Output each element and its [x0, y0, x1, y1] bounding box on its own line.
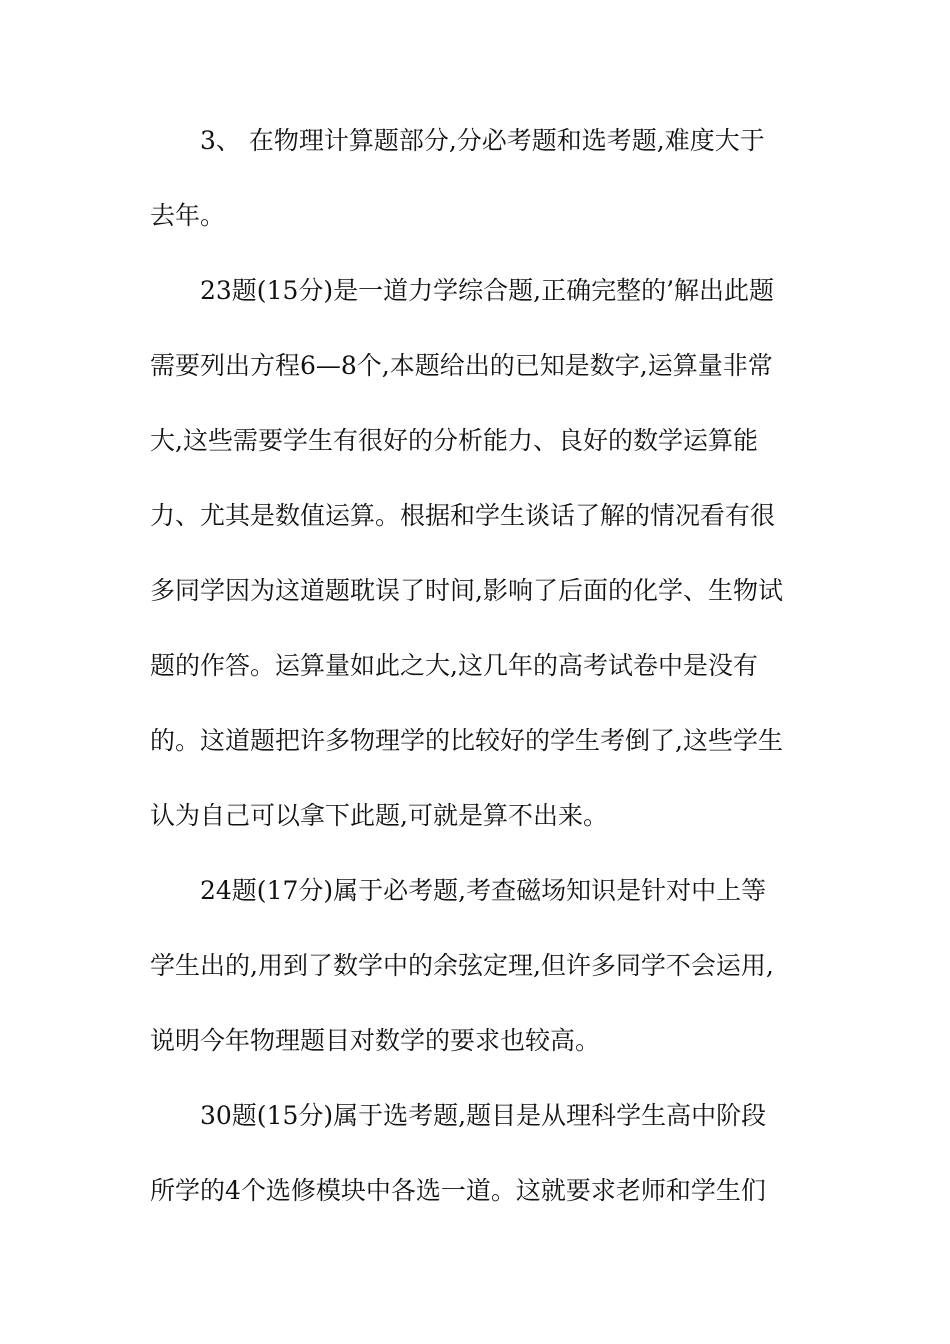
text-line: 大,这些需要学生有很好的分析能力、良好的数学运算能 [150, 426, 758, 455]
text-line: 的。这道题把许多物理学的比较好的学生考倒了,这些学生 [150, 726, 783, 755]
text-line: 去年。 [150, 201, 226, 230]
text-line: 30题(15分)属于选考题,题目是从理科学生高中阶段 [200, 1101, 767, 1130]
text-line: 3、 在物理计算题部分,分必考题和选考题,难度大于 [200, 126, 765, 155]
paragraph-question-24 [150, 853, 805, 1078]
text-line: 多同学因为这道题耽误了时间,影响了后面的化学、生物试 [150, 576, 783, 605]
text-line: 学生出的,用到了数学中的余弦定理,但许多同学不会运用, [150, 951, 774, 980]
text-line: 需要列出方程6—8个,本题给出的已知是数字,运算量非常 [150, 351, 773, 380]
text-line: 说明今年物理题目对数学的要求也较高。 [150, 1026, 601, 1055]
text-line: 23题(15分)是一道力学综合题,正确完整的’解出此题 [200, 276, 775, 305]
text-line: 力、尤其是数值运算。根据和学生谈话了解的情况看有很 [150, 501, 776, 530]
text-line: 24题(17分)属于必考题,考查磁场知识是针对中上等 [200, 876, 767, 905]
paragraph-3-difficulty [150, 103, 805, 253]
text-line: 所学的4个选修模块中各选一道。这就要求老师和学生们 [150, 1176, 766, 1205]
text-line: 题的作答。运算量如此之大,这几年的高考试卷中是没有 [150, 651, 758, 680]
text-line: 认为自己可以拿下此题,可就是算不出来。 [150, 801, 608, 830]
document-body [150, 103, 805, 1228]
paragraph-question-30 [150, 1078, 805, 1228]
paragraph-question-23 [150, 253, 805, 853]
